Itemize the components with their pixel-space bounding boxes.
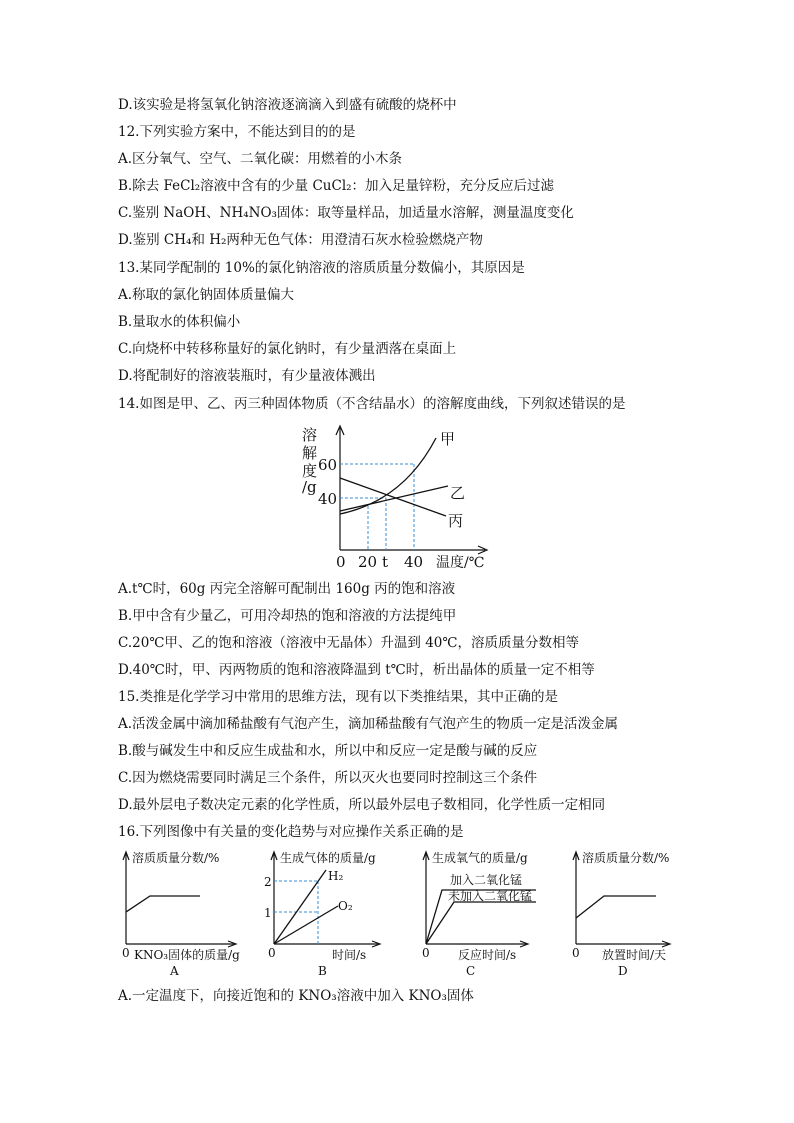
graph-d-origin: 0: [572, 946, 580, 960]
x-tick-0: 0: [336, 553, 346, 571]
graph-d: [572, 850, 670, 978]
q13-option-c: C.向烧杯中转移称量好的氯化钠时，有少量洒落在桌面上: [118, 341, 457, 357]
graph-c-letter: C: [466, 964, 476, 978]
x-tick-t: t: [382, 553, 389, 571]
graph-d-ylabel: 溶质质量分数/%: [582, 851, 670, 865]
graph-a-ylabel: 溶质质量分数/%: [132, 851, 220, 865]
q13-stem: 13.某同学配制的 10%的氯化钠溶液的溶质质量分数偏小，其原因是: [118, 260, 525, 276]
graph-b-ytick-2: 2: [264, 875, 272, 889]
graph-a: [122, 850, 240, 978]
graph-b-label-h2: H₂: [328, 869, 344, 883]
graph-b-origin: 0: [268, 946, 276, 960]
q15-option-c: C.因为燃烧需要同时满足三个条件，所以灭火也要同时控制这三个条件: [118, 770, 538, 786]
y-tick-40: 40: [318, 490, 338, 508]
q16-stem: 16.下列图像中有关量的变化趋势与对应操作关系正确的是: [118, 824, 464, 840]
y-axis-char-2: 解: [302, 444, 318, 462]
graph-d-letter: D: [618, 964, 628, 978]
graph-c-line-without-mno2: [426, 902, 536, 944]
series-label-jia: 甲: [440, 430, 456, 448]
q13-option-d: D.将配制好的溶液装瓶时，有少量液体溅出: [118, 368, 376, 384]
q15-option-b: B.酸与碱发生中和反应生成盐和水，所以中和反应一定是酸与碱的反应: [118, 743, 538, 759]
q14-option-b: B.甲中含有少量乙，可用冷却热的饱和溶液的方法提纯甲: [118, 608, 457, 624]
graph-d-xlabel: 放置时间/天: [602, 948, 667, 962]
graph-a-letter: A: [170, 964, 179, 978]
y-axis-char-4: /g: [302, 478, 317, 496]
graph-b-ytick-1: 1: [264, 906, 272, 920]
graph-c-origin: 0: [422, 946, 430, 960]
q13-option-b: B.量取水的体积偏小: [118, 314, 241, 330]
q12-option-b: B.除去 FeCl₂溶液中含有的少量 CuCl₂：加入足量锌粉，充分反应后过滤: [118, 178, 555, 194]
q15-option-a: A.活泼金属中滴加稀盐酸有气泡产生，滴加稀盐酸有气泡产生的物质一定是活泼金属: [118, 716, 619, 732]
q12-option-a: A.区分氧气、空气、二氧化碳：用燃着的小木条: [118, 151, 403, 167]
graph-a-line: [126, 896, 200, 912]
graph-b-label-o2: O₂: [338, 899, 353, 913]
series-label-yi: 乙: [450, 484, 466, 502]
graph-a-origin: 0: [122, 946, 130, 960]
q12-stem: 12.下列实验方案中，不能达到目的的是: [118, 124, 356, 140]
solubility-curve-figure: [290, 420, 500, 578]
y-tick-60: 60: [318, 456, 338, 474]
x-axis-label: 温度/℃: [436, 555, 485, 571]
series-label-bing: 丙: [448, 512, 464, 530]
q15-option-d: D.最外层电子数决定元素的化学性质，所以最外层电子数相同，化学性质一定相同: [118, 797, 606, 813]
q12-option-d: D.鉴别 CH₄和 H₂两种无色气体：用澄清石灰水检验燃烧产物: [118, 232, 483, 248]
graph-c-label-without: 未加入二氧化锰: [448, 889, 533, 903]
q14-option-a: A.t℃时，60g 丙完全溶解可配制出 160g 丙的饱和溶液: [118, 581, 456, 597]
q11-option-d: D.该实验是将氢氧化钠溶液逐滴滴入到盛有硫酸的烧杯中: [118, 97, 457, 113]
q16-option-a: A.一定温度下，向接近饱和的 KNO₃溶液中加入 KNO₃固体: [118, 988, 474, 1004]
curve-jia: [340, 438, 436, 514]
graph-c-ylabel: 生成氧气的质量/g: [432, 851, 528, 865]
graph-b-letter: B: [318, 964, 327, 978]
graph-c-label-with: 加入二氧化锰: [450, 873, 523, 887]
graph-c: [422, 850, 536, 978]
q13-option-a: A.称取的氯化钠固体质量偏大: [118, 287, 295, 303]
q16-graphs: [112, 848, 678, 982]
q14-stem: 14.如图是甲、乙、丙三种固体物质（不含结晶水）的溶解度曲线，下列叙述错误的是: [118, 396, 626, 412]
x-tick-40: 40: [404, 553, 424, 571]
graph-b: [264, 850, 380, 978]
graph-a-xlabel: KNO₃固体的质量/g: [134, 948, 240, 962]
y-axis-char-3: 度: [302, 462, 318, 480]
graph-d-line: [576, 896, 656, 918]
graph-b-ylabel: 生成气体的质量/g: [280, 851, 376, 865]
graph-b-xlabel: 时间/s: [332, 948, 367, 962]
q14-option-d: D.40℃时，甲、丙两物质的饱和溶液降温到 t℃时，析出晶体的质量一定不相等: [118, 662, 595, 678]
x-tick-20: 20: [358, 553, 378, 571]
q12-option-c: C.鉴别 NaOH、NH₄NO₃固体：取等量样品，加适量水溶解，测量温度变化: [118, 205, 574, 221]
q14-option-c: C.20℃甲、乙的饱和溶液（溶液中无晶体）升温到 40℃，溶质质量分数相等: [118, 635, 579, 651]
y-axis-char-1: 溶: [302, 426, 318, 444]
q15-stem: 15.类推是化学学习中常用的思维方法，现有以下类推结果，其中正确的是: [118, 689, 558, 705]
graph-c-xlabel: 反应时间/s: [458, 948, 517, 962]
